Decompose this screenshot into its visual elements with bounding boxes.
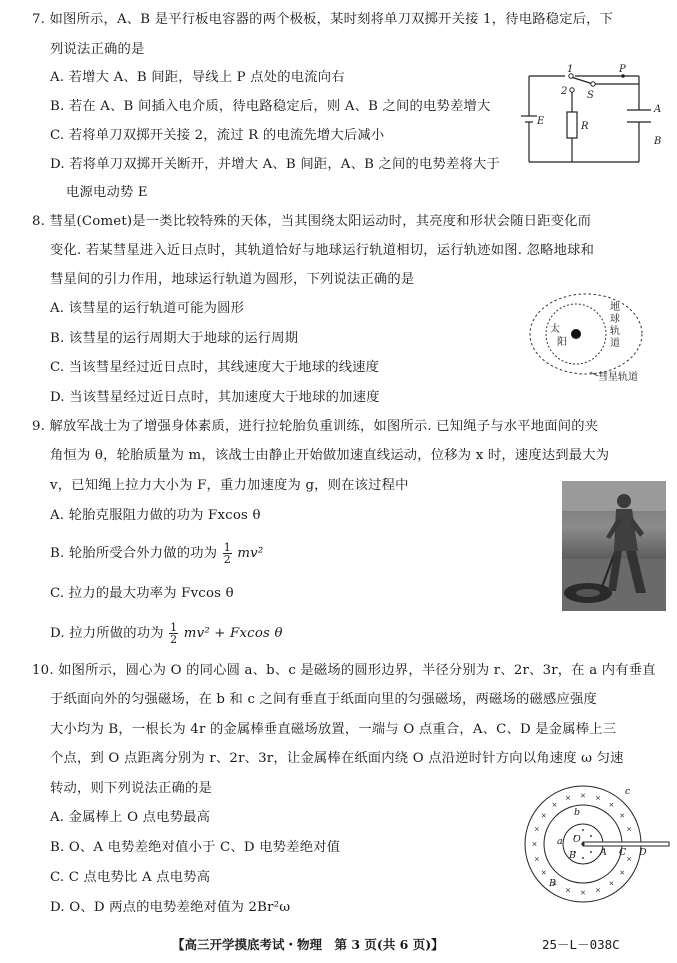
label-s: S — [587, 90, 594, 101]
sun-dot — [571, 329, 581, 339]
q10-option-b: B. O、A 电势差绝对值小于 C、D 电势差绝对值 — [50, 840, 341, 855]
q10-option-a: A. 金属棒上 O 点电势最高 — [50, 810, 211, 825]
q8-option-a: A. 该彗星的运行轨道可能为圆形 — [50, 301, 245, 316]
q7-option-d-cont: 电源电动势 E — [66, 185, 148, 200]
soldier-tire-photo — [562, 481, 666, 611]
label-sun-1: 太 — [550, 324, 560, 335]
label-ring-a: a — [557, 836, 563, 847]
q10-stem-line-4: 个点，到 O 点距离分别为 r、2r、3r，让金属棒在纸面内绕 O 点沿逆时针方向以角速度 ω 匀速 — [50, 751, 624, 766]
q10-stem-line-5: 转动，则下列说法正确的是 — [50, 781, 212, 796]
label-earth-orbit-1: 地 — [610, 302, 620, 313]
q9-option-b-text: B. 轮胎所受合外力做的功为 — [50, 546, 218, 561]
q7-stem-line-1: 7. 如图所示，A、B 是平行板电容器的两个极板，某时刻将单刀双掷开关接 1，待电路稳定后，下 — [32, 12, 614, 27]
q9-option-d-fraction: $\frac{1}{2}$ — [170, 621, 178, 646]
q9-option-b — [50, 542, 263, 565]
label-o: O — [573, 834, 581, 845]
q8-stem-line-2: 变化. 若某彗星进入近日点时，其轨道恰好与地球运行轨道相切，运行轨迹如图. 忽略地球和 — [50, 243, 595, 258]
q10-stem-line-2: 于纸面向外的匀强磁场，在 b 和 c 之间有垂直于纸面向里的匀强磁场，两磁场的磁感应强度 — [50, 692, 597, 707]
label-r: R — [581, 121, 589, 132]
q7-stem-line-2: 列说法正确的是 — [50, 42, 145, 57]
q8-stem-line-3: 彗星间的引力作用，地球运行轨道为圆形，下列说法正确的是 — [50, 272, 415, 287]
label-a: A — [654, 104, 662, 115]
label-ring-c: c — [625, 786, 631, 797]
q10-stem-line-3: 大小均为 B，一根长为 4r 的金属棒垂直磁场放置，一端与 O 点重合，A、C、D 是金属棒上三 — [50, 722, 617, 737]
q9-option-c: C. 拉力的最大功率为 Fvcos θ — [50, 586, 234, 601]
label-1: 1 — [567, 64, 574, 75]
label-earth-orbit-2: 球 — [610, 314, 620, 325]
q10-option-d: D. O、D 两点的电势差绝对值为 2Br²ω — [50, 900, 291, 915]
q7-option-c: C. 若将单刀双掷开关接 2，流过 R 的电流先增大后减小 — [50, 128, 385, 143]
footer-title: 【高三开学摸底考试・物理 第 3 页(共 6 页)】 — [172, 937, 444, 952]
label-b-field-inner: B — [569, 850, 576, 861]
label-ring-b: b — [574, 807, 581, 818]
q10-stem-line-1: 10. 如图所示，圆心为 O 的同心圆 a、b、c 是磁场的圆形边界，半径分别为 r、2r、3r，在 a 内有垂直 — [32, 663, 656, 678]
q9-option-b-tail: mv² — [237, 546, 264, 561]
label-sun-2: 阳 — [557, 337, 567, 348]
q9-stem-line-1: 9. 解放军战士为了增强身体素质，进行拉轮胎负重训练，如图所示. 已知绳子与水平地面间的夹 — [32, 419, 599, 434]
q8-option-c: C. 当该彗星经过近日点时，其线速度大于地球的线速度 — [50, 360, 380, 375]
q7-option-d: D. 若将单刀双掷开关断开，并增大 A、B 间距，A、B 之间的电势差将大于 — [50, 157, 500, 172]
label-2: 2 — [561, 86, 568, 97]
label-p: P — [619, 64, 626, 75]
label-b: B — [654, 136, 662, 147]
q9-option-d-tail: mv² + Fxcos θ — [183, 626, 283, 641]
q9-option-b-fraction: $\frac{1}{2}$ — [223, 541, 231, 566]
circuit-diagram — [515, 62, 665, 174]
label-earth-orbit-4: 道 — [610, 338, 620, 349]
q8-stem-line-1: 8. 彗星(Comet)是一类比较特殊的天体，当其围绕太阳运动时，其亮度和形状会随日距变化而 — [32, 214, 592, 229]
label-point-c: C — [619, 847, 627, 858]
label-point-a: A — [600, 847, 607, 858]
q9-stem-line-3: v，已知绳上拉力大小为 F，重力加速度为 g，则在该过程中 — [50, 478, 409, 493]
q8-option-b: B. 该彗星的运行周期大于地球的运行周期 — [50, 331, 299, 346]
concentric-field-diagram — [521, 782, 671, 906]
q10-option-c: C. C 点电势比 A 点电势高 — [50, 870, 211, 885]
label-earth-orbit-3: 轨 — [610, 326, 620, 337]
label-b-field-outer: B — [549, 878, 556, 889]
q8-option-d: D. 当该彗星经过近日点时，其加速度大于地球的加速度 — [50, 390, 380, 405]
q9-option-d-text: D. 拉力所做的功为 — [50, 626, 164, 641]
label-point-d: D — [639, 847, 647, 858]
q7-option-a: A. 若增大 A、B 间距，导线上 P 点处的电流向右 — [50, 70, 345, 85]
q9-stem-line-2: 角恒为 θ，轮胎质量为 m，该战士由静止开始做加速直线运动，位移为 x 时，速度达到最大为 — [50, 448, 610, 463]
q9-option-d — [50, 622, 283, 645]
footer-code: 25－L－038C — [542, 937, 620, 952]
comet-orbit-diagram — [528, 290, 670, 386]
q9-option-a: A. 轮胎克服阻力做的功为 Fxcos θ — [50, 508, 261, 523]
label-comet-orbit: 彗星轨道 — [598, 372, 638, 383]
q7-option-b: B. 若在 A、B 间插入电介质，待电路稳定后，则 A、B 之间的电势差增大 — [50, 99, 491, 114]
label-e: E — [537, 116, 545, 127]
